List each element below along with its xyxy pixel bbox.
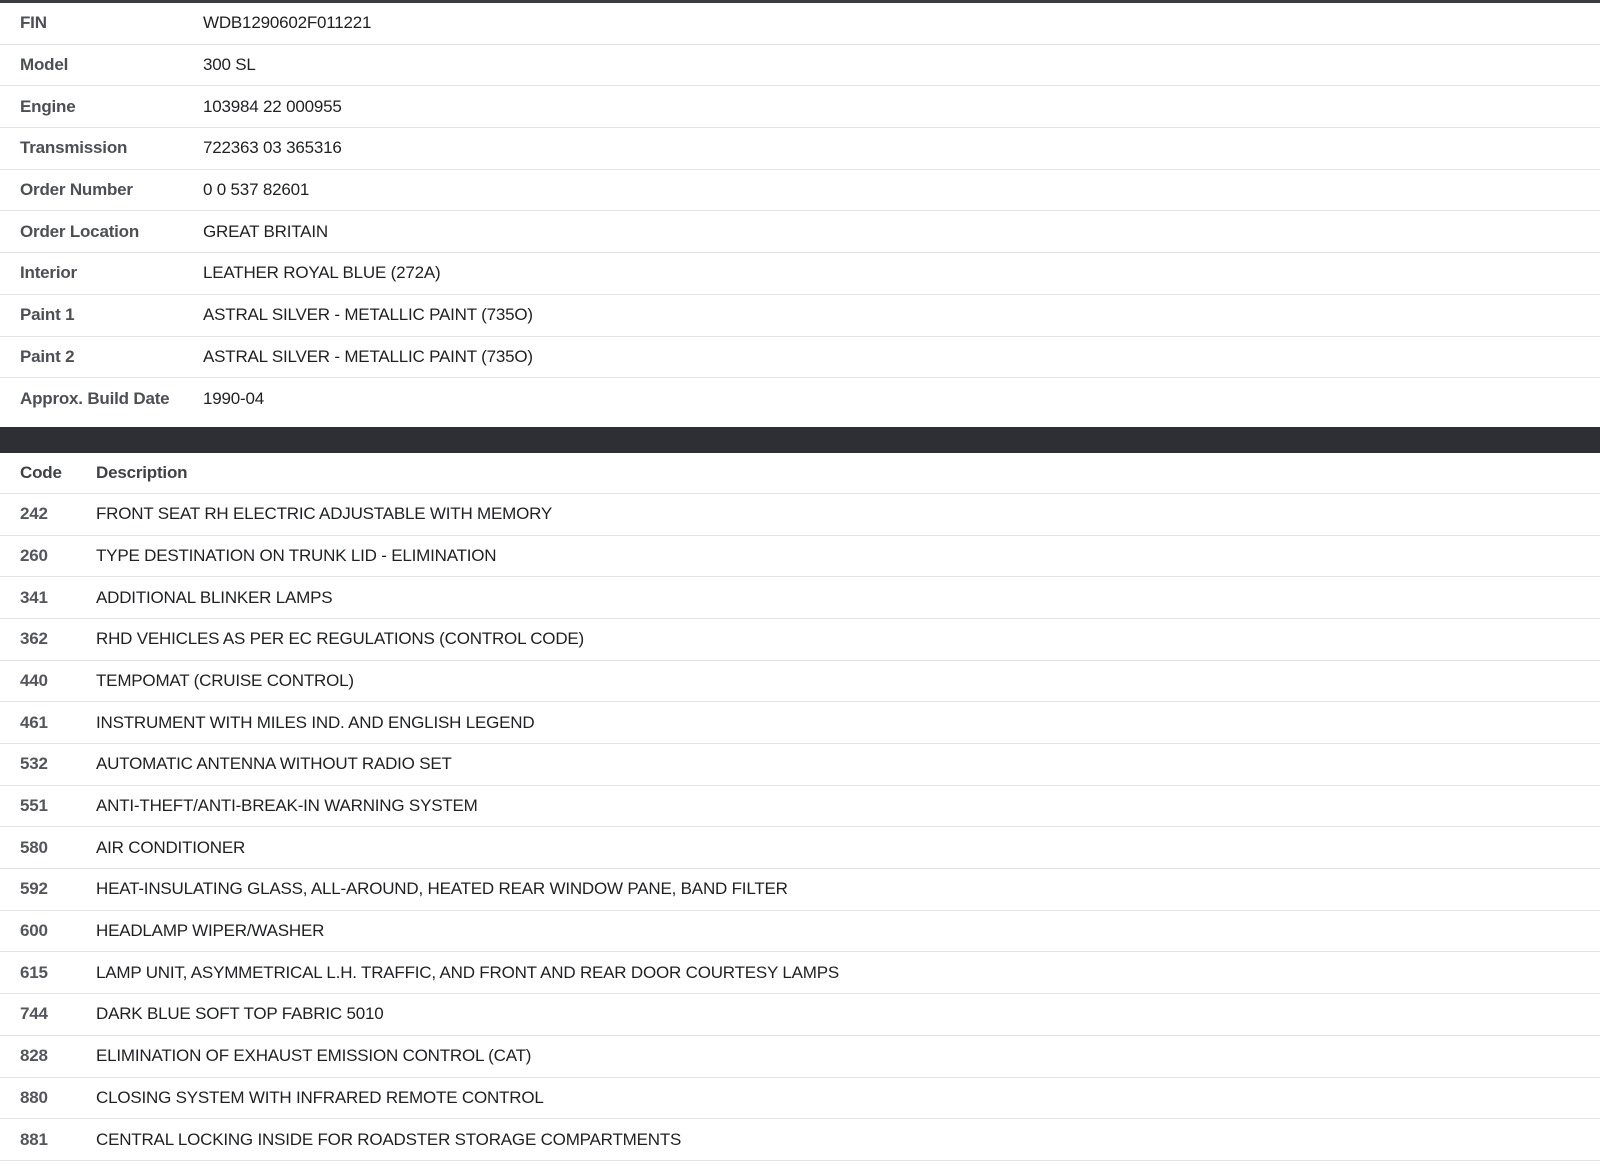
info-row — [0, 337, 1600, 379]
info-value: GREAT BRITAIN — [203, 221, 328, 241]
info-label: Model — [20, 55, 69, 75]
equipment-code: 341 — [20, 587, 48, 607]
info-row — [0, 86, 1600, 128]
equipment-row — [0, 827, 1600, 869]
equipment-row — [0, 536, 1600, 578]
equipment-description: ELIMINATION OF EXHAUST EMISSION CONTROL (CAT) — [96, 1046, 532, 1066]
equipment-description: TYPE DESTINATION ON TRUNK LID - ELIMINATION — [96, 545, 497, 565]
equipment-row — [0, 994, 1600, 1036]
equipment-description: ANTI-THEFT/ANTI-BREAK-IN WARNING SYSTEM — [96, 796, 478, 816]
equipment-code: 592 — [20, 879, 48, 899]
equipment-description: CLOSING SYSTEM WITH INFRARED REMOTE CONTROL — [96, 1087, 544, 1107]
equipment-code: 551 — [20, 796, 48, 816]
info-value: WDB1290602F011221 — [203, 13, 372, 33]
info-label: Paint 1 — [20, 305, 75, 325]
info-label: FIN — [20, 13, 47, 33]
equipment-row — [0, 911, 1600, 953]
equipment-code: 615 — [20, 962, 48, 982]
equipment-code: 260 — [20, 545, 48, 565]
codes-table-header — [0, 453, 1600, 494]
info-value: ASTRAL SILVER - METALLIC PAINT (735O) — [203, 346, 533, 366]
equipment-description: TEMPOMAT (CRUISE CONTROL) — [96, 670, 354, 690]
info-value: 103984 22 000955 — [203, 96, 342, 116]
equipment-code: 440 — [20, 670, 48, 690]
equipment-description: AIR CONDITIONER — [96, 837, 246, 857]
equipment-code: 744 — [20, 1004, 48, 1024]
info-label: Engine — [20, 96, 76, 116]
info-value: LEATHER ROYAL BLUE (272A) — [203, 263, 441, 283]
equipment-row — [0, 1119, 1600, 1161]
info-value: 1990-04 — [203, 389, 264, 409]
code-column-header: Code — [20, 462, 62, 482]
equipment-row — [0, 952, 1600, 994]
equipment-code: 461 — [20, 712, 48, 732]
info-row — [0, 378, 1600, 420]
info-row — [0, 3, 1600, 45]
equipment-description: HEAT-INSULATING GLASS, ALL-AROUND, HEATED REAR WINDOW PANE, BAND FILTER — [96, 879, 788, 899]
equipment-description: INSTRUMENT WITH MILES IND. AND ENGLISH LEGEND — [96, 712, 535, 732]
info-value: 0 0 537 82601 — [203, 180, 310, 200]
equipment-description: DARK BLUE SOFT TOP FABRIC 5010 — [96, 1004, 384, 1024]
equipment-description: LAMP UNIT, ASYMMETRICAL L.H. TRAFFIC, AND FRONT AND REAR DOOR COURTESY LAMPS — [96, 962, 840, 982]
info-row — [0, 253, 1600, 295]
equipment-row — [0, 744, 1600, 786]
equipment-row — [0, 661, 1600, 703]
info-row — [0, 170, 1600, 212]
info-label: Interior — [20, 263, 77, 283]
equipment-row — [0, 619, 1600, 661]
equipment-row — [0, 786, 1600, 828]
equipment-row — [0, 577, 1600, 619]
equipment-description: HEADLAMP WIPER/WASHER — [96, 921, 325, 941]
equipment-description: FRONT SEAT RH ELECTRIC ADJUSTABLE WITH MEMORY — [96, 504, 553, 524]
equipment-code: 532 — [20, 754, 48, 774]
equipment-codes-table — [0, 453, 1600, 1161]
equipment-row — [0, 869, 1600, 911]
info-value: 722363 03 365316 — [203, 138, 342, 158]
equipment-row — [0, 1036, 1600, 1078]
info-label: Paint 2 — [20, 346, 75, 366]
equipment-row — [0, 494, 1600, 536]
equipment-code: 362 — [20, 629, 48, 649]
equipment-description: CENTRAL LOCKING INSIDE FOR ROADSTER STORAGE COMPARTMENTS — [96, 1129, 682, 1149]
vehicle-info-table — [0, 3, 1600, 420]
equipment-description: AUTOMATIC ANTENNA WITHOUT RADIO SET — [96, 754, 452, 774]
equipment-code: 242 — [20, 504, 48, 524]
equipment-code: 880 — [20, 1087, 48, 1107]
info-label: Approx. Build Date — [20, 389, 170, 409]
info-label: Order Location — [20, 221, 140, 241]
equipment-description: ADDITIONAL BLINKER LAMPS — [96, 587, 333, 607]
info-value: 300 SL — [203, 55, 256, 75]
info-row — [0, 295, 1600, 337]
equipment-row — [0, 1078, 1600, 1120]
info-row — [0, 211, 1600, 253]
info-value: ASTRAL SILVER - METALLIC PAINT (735O) — [203, 305, 533, 325]
info-row — [0, 45, 1600, 87]
section-gap — [0, 420, 1600, 427]
info-row — [0, 128, 1600, 170]
section-divider-bar — [0, 427, 1600, 453]
description-column-header: Description — [96, 462, 188, 482]
equipment-code: 828 — [20, 1046, 48, 1066]
info-label: Order Number — [20, 180, 133, 200]
equipment-code: 600 — [20, 921, 48, 941]
equipment-code: 881 — [20, 1129, 48, 1149]
equipment-row — [0, 702, 1600, 744]
equipment-code: 580 — [20, 837, 48, 857]
info-label: Transmission — [20, 138, 128, 158]
equipment-description: RHD VEHICLES AS PER EC REGULATIONS (CONTROL CODE) — [96, 629, 585, 649]
